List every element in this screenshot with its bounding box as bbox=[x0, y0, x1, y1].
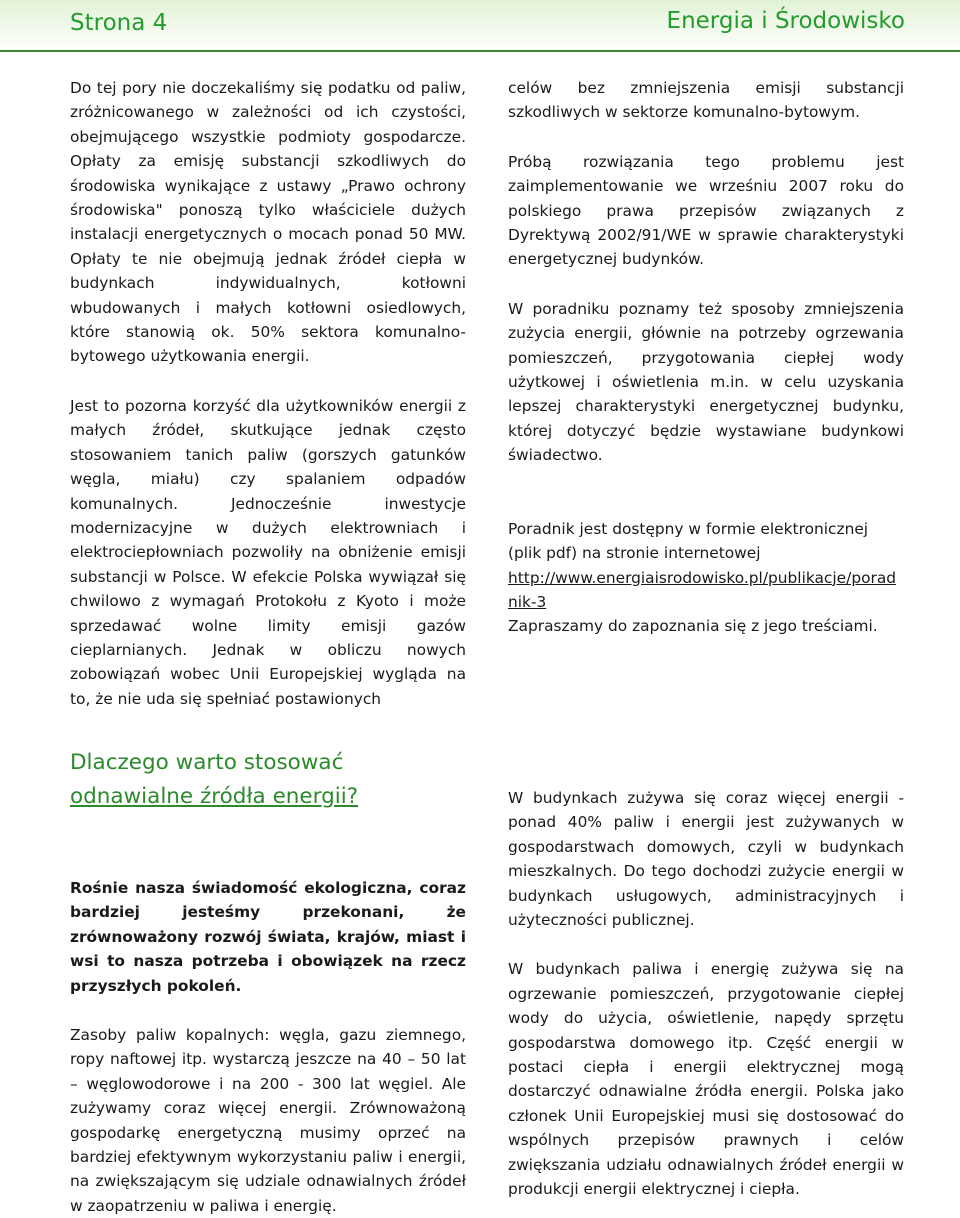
paragraph: W budynkach paliwa i energię zużywa się na ogrzewanie pomieszczeń, przygotowanie ciepłej wody do użycia, oświetlenie, napędy sprzętu gospodarstwa domowego itp. Część energii w postaci ciepła i energii elektrycznej mogą dostarczyć odnawialne źródła energii. Polska jako członek Unii Europejskiej musi się dostosować do wspólnych przepisów prawnych i celów zwiększania udziału odnawialnych źródeł energii w produkcji energii elektrycznej i ciepła. bbox=[508, 960, 904, 1199]
guide-text: Poradnik jest dostępny w formie elektronicznej bbox=[508, 519, 869, 538]
column-right-bottom bbox=[508, 786, 904, 1202]
column-right-top bbox=[508, 76, 904, 639]
paragraph: Jest to pozorna korzyść dla użytkowników energii z małych źródeł, skutkujące jednak często stosowaniem tanich paliw (gorszych gatunków węgla, miału) czy spalaniem odpadów komunalnych. Jednocześnie inwestycje modernizacyjne w dużych elektrowniach i elektrociepłowniach pozwoliły na obniżenie emisji substancji w Polsce. W efekcie Polska wywiązał się chwilowo z wymagań Protokołu z Kyoto i może sprzedawać wolne limity emisji gazów cieplarnianych. Jednak w obliczu nowych zobowiązań wobec Unii Europejskiej wygląda na to, że nie uda się spełniać postawionych bbox=[70, 396, 466, 708]
paragraph: W budynkach zużywa się coraz więcej energii - ponad 40% paliw i energii jest zużywanych w gospodarstwach domowych, czyli w budynkach mieszkalnych. Do tego dochodzi zużycie energii w budynkach usługowych, administracyjnych i użyteczności publicznej. bbox=[508, 789, 904, 930]
heading-line: Dlaczego warto stosować bbox=[70, 750, 344, 775]
paragraph: Do tej pory nie doczekaliśmy się podatku od paliw, zróżnicowanego w zależności od ich czystości, obejmującego wszystkie podmioty gospodarcze. Opłaty za emisję substancji szkodliwych do środowiska wynikające z ustawy „Prawo ochrony środowiska" ponoszą tylko właściciele dużych instalacji energetycznych o mocach ponad 50 MW. Opłaty te nie obejmują jednak źródeł ciepła w budynkach indywidualnych, kotłowni wbudowanych i małych kotłowni osiedlowych, które stanowią ok. 50% sektora komunalno-bytowego użytkowania energii. bbox=[70, 79, 466, 366]
column-left-bottom bbox=[70, 876, 466, 1218]
guide-link[interactable]: http://www.energiaisrodowisko.pl/publikacje/poradnik-3 bbox=[508, 568, 897, 611]
lead-paragraph: Rośnie nasza świadomość ekologiczna, coraz bardziej jesteśmy przekonani, że zrównoważony rozwój świata, krajów, miast i wsi to nasza potrzeba i obowiązek na rzecz przyszłych pokoleń. bbox=[70, 879, 466, 995]
section-heading bbox=[70, 746, 470, 814]
paragraph: celów bez zmniejszenia emisji substancji szkodliwych w sektorze komunalno-bytowym. bbox=[508, 79, 904, 122]
paragraph: W poradniku poznamy też sposoby zmniejszenia zużycia energii, głównie na potrzeby ogrzewania pomieszczeń, przygotowania ciepłej wody użytkowej i oświetlenia m.in. w celu uzyskania lepszej charakterystyki energetycznej budynku, której dotyczyć będzie wystawiane budynkowi świadectwo. bbox=[508, 299, 904, 465]
heading-line: odnawialne źródła energii? bbox=[70, 784, 359, 809]
page-number: Strona 4 bbox=[70, 10, 168, 36]
paragraph: Próbą rozwiązania tego problemu jest zaimplementowanie we wrześniu 2007 roku do polskiego prawa przepisów związanych z Dyrektywą 2002/91/WE w sprawie charakterystyki energetycznej budynków. bbox=[508, 152, 904, 269]
guide-text: (plik pdf) na stronie internetowej bbox=[508, 544, 761, 563]
guide-availability bbox=[508, 517, 904, 639]
guide-text: Zapraszamy do zapoznania się z jego treściami. bbox=[508, 617, 878, 636]
column-left-top bbox=[70, 76, 466, 711]
header-divider bbox=[0, 50, 960, 52]
section-title: Energia i Środowisko bbox=[666, 8, 905, 34]
paragraph: Zasoby paliw kopalnych: węgla, gazu ziemnego, ropy naftowej itp. wystarczą jeszcze na 40 – 50 lat – węglowodorowe i na 200 - 300 lat węgiel. Ale zużywamy coraz więcej energii. Zrównoważoną gospodarkę energetyczną musimy oprzeć na bardziej efektywnym wykorzystaniu paliw i energii, na zwiększającym się udziale odnawialnych źródeł w zaopatrzeniu w paliwa i energię. bbox=[70, 1026, 466, 1215]
